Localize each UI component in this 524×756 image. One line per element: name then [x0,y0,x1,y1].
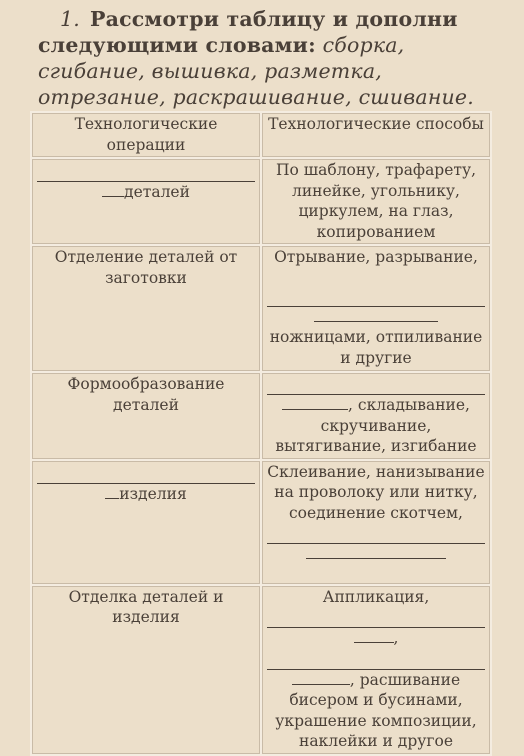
answer-blank[interactable] [292,670,350,685]
answer-blank[interactable] [282,395,348,410]
methods-text: Отрывание, разрывание, [274,248,478,266]
operation-cell: Отделка деталей и изделия [31,585,261,755]
methods-text: , расшивание бисером и бусинами, украшение композиции, наклейки и другое [275,670,477,750]
methods-text: , складывание, скручивание, вытягивание, изгибание [275,396,477,455]
task-words: сборка, сгибание, вышивка, разметка, отрезание, раскрашивание, сшивание. [38,33,474,109]
answer-blank[interactable] [354,628,394,643]
methods-cell [261,372,491,460]
answer-blank[interactable] [37,463,255,484]
answer-blank[interactable] [267,649,485,670]
task-text [38,6,502,110]
answer-blank[interactable] [267,286,485,307]
task-number: 1. [60,7,80,31]
answer-blank[interactable] [37,161,255,182]
methods-cell: По шаблону, трафарету, линейке, угольнику, циркулем, на глаз, копированием [261,158,491,245]
answer-blank[interactable] [306,544,446,559]
header-methods: Технологические способы [261,112,491,158]
operation-text: изделия [119,484,187,503]
methods-cell [261,460,491,585]
methods-text: ножницами, отпиливание и другие [269,328,483,367]
table-header-row [31,112,491,158]
answer-blank[interactable] [105,484,119,499]
answer-blank[interactable] [102,182,124,197]
table-row [31,460,491,585]
task-instruction: Рассмотри таблицу и дополни следующими словами: [38,7,458,57]
operation-text: деталей [124,183,190,201]
operation-cell: Отделение деталей от заготовки [31,245,261,372]
table-row [31,585,491,755]
operation-cell [31,158,261,245]
answer-blank[interactable] [267,607,485,628]
methods-cell [261,245,491,372]
answer-blank[interactable] [267,523,485,544]
operation-cell: Формообразование деталей [31,372,261,460]
table-row [31,372,491,460]
operation-cell [31,460,261,585]
header-operations: Технологические операции [31,112,261,158]
methods-text: Аппликация, [322,587,430,606]
methods-text: Склеивание, нанизывание на проволоку или нитку, соединение скотчем, [267,462,485,522]
answer-blank[interactable] [314,307,438,322]
methods-cell [261,585,491,755]
methods-text: , [393,629,399,647]
table-row [31,245,491,372]
operations-table [30,111,492,756]
answer-blank[interactable] [267,374,485,395]
table-row [31,158,491,245]
